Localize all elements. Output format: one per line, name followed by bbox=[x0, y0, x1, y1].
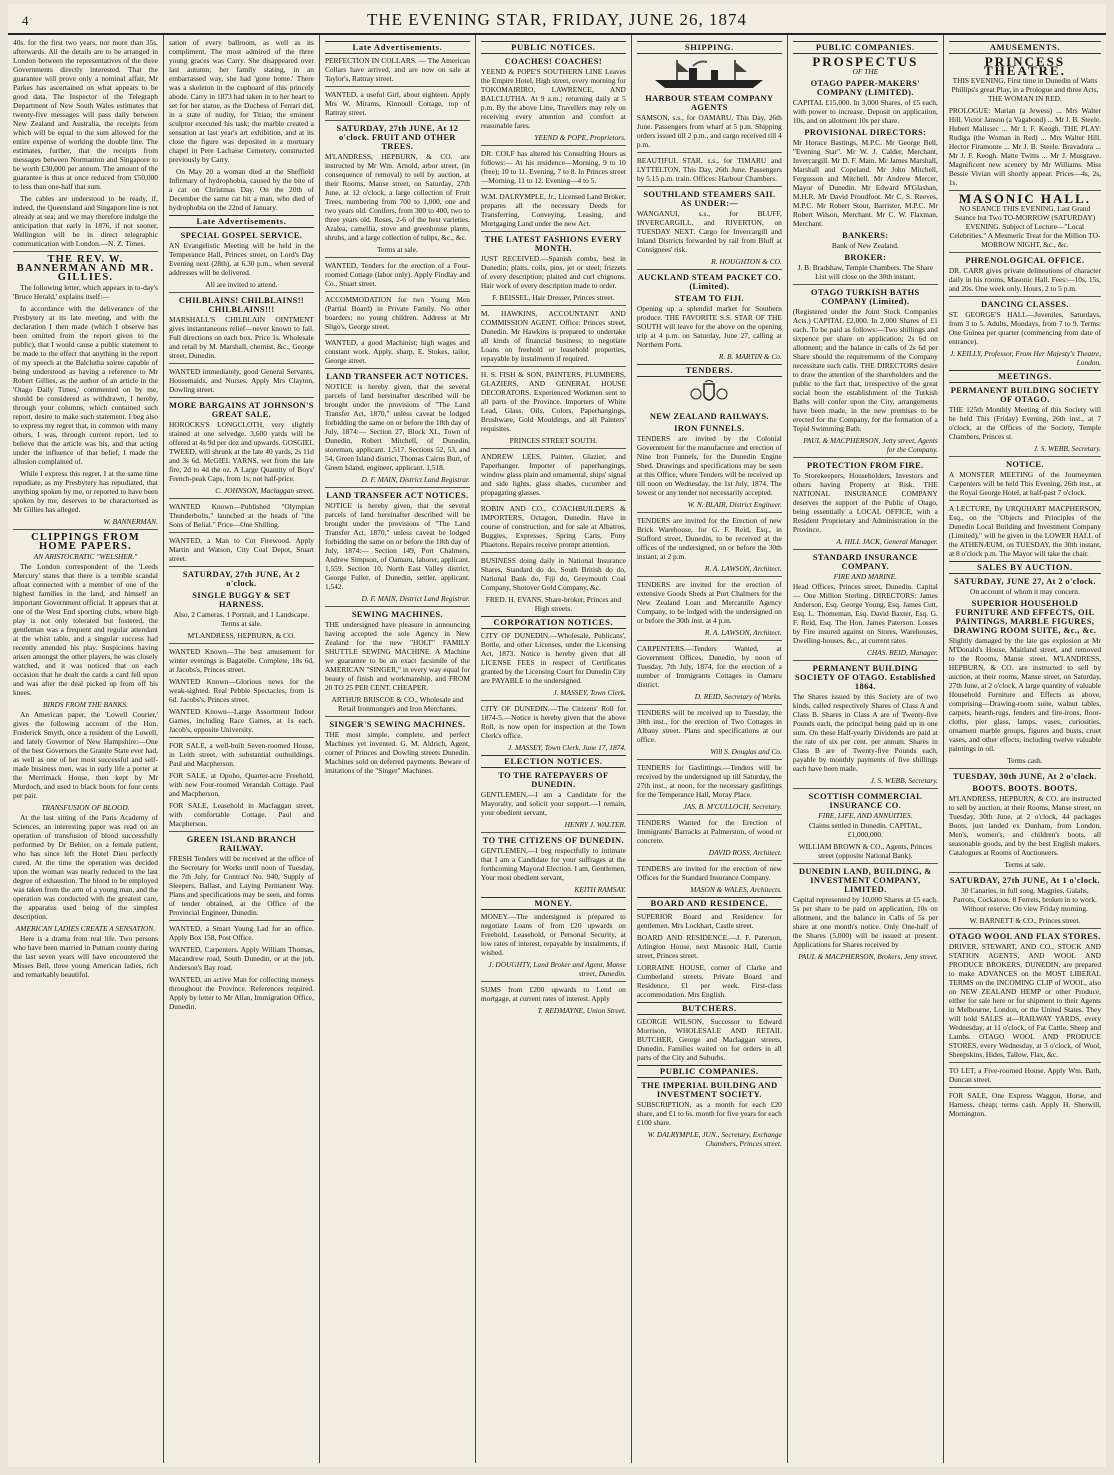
section-heading: MONEY. bbox=[481, 897, 626, 910]
ad-text: TENDERS for Gasfittings.—Tenders will be received by the undersigned up till Saturday, the 27th inst., at noon, for the necessary gasfittings for the Temperance Hall, Moray Place. bbox=[636, 763, 782, 799]
ad-text: THE 125th Monthly Meeting of this Society will be held This (Friday) Evening, 26th inst., at 7 o'clock, at the Offices of the Society, Temple Chambers, Princes st. bbox=[948, 405, 1102, 441]
divider bbox=[637, 759, 782, 760]
ad-text: M'LANDRESS, HEPBURN, & CO. are instructed to sell by auction, at their Rooms, Manse street, on Tuesday, 30th June, at 2 o'clock, 44 packages Boots, just landed ex Dunham, from London, Men's, women's, and children's boots, all seasonable goods, and by the best English makers. Catalogues at Rooms of Auctioneers. bbox=[948, 794, 1102, 857]
ad-heading: SATURDAY, 27th JUNE, At 12 o'clock. FRUIT AND OTHER TREES. bbox=[336, 124, 459, 151]
article-text: 40s. for the first two years, nor more than 35s. afterwards. All the details are to be arranged in London between the representatives of the three Governments directly interested. That the guarantee will prove only a nominal affair, Mr Parkes has ascertained on what appears to be good data. The Inspector of the Telegraph Department of New South Wales estimates that twenty-five messages will pass daily between New Zealand and Australia, the receipts from which will be equal to the sum allowed for the entire expense of working the double line. The estimates, further, that the receipts from messages between Normanton and Singapore to be worth £30,000 per annum. The amount of the guarantee is thus at once reduced from £50,000 to less than one-half that sum. bbox=[13, 38, 158, 191]
ad-text: THIS EVENING, First time in Dunedin of Watts Phillips's great Play, in a Prologue and three Acts, THE WOMAN IN RED. bbox=[951, 76, 1099, 103]
ad-heading: HARBOUR STEAM COMPANY AGENTS bbox=[645, 94, 774, 112]
ad-text: Claims settled in Dunedin. CAPITAL, £1,000,000. bbox=[808, 821, 922, 839]
ad-text: A MONSTER MEETING of the Journeymen Carpenters will be held This Evening, 26th inst., at the Royal George Hotel, at half-past 7 o'clock. bbox=[948, 470, 1102, 497]
subheading: FIRE, LIFE, AND ANNUITIES. bbox=[818, 811, 913, 820]
ad-text: FOR SALE, Leasehold in Maclaggan street, with comfortable Cottage. Paul and Macpherson. bbox=[168, 801, 314, 828]
ad-text: DRIVER, STEWART, AND CO., STOCK AND STATION AGENTS, AND WOOL AND PRODUCE BROKERS, DUNEDIN, are prepared to make ADVANCES on the MOST LIBERAL TERMS on the INCOMING CLIP of WOOL, also on NEW ZEALAND HEMP or other Produce, either for sale here or for shipment to their Agents in Melbourne, London, or the United States. They will hold SALES at—RAILWAY YARDS, every Wednesday, at 11 o'clock, of Fat Cattle, Sheep and Lambs. OTAGO WOOL AND PRODUCE STORES, every Wednesday, at 3 o'clock, of Wool, Sheepskins, Hides, Tallow, Flax, &c. bbox=[948, 942, 1102, 1059]
signature: F. BEISSEL, Hair Dresser, Princes street. bbox=[492, 293, 615, 302]
divider bbox=[637, 704, 782, 705]
divider bbox=[169, 831, 314, 832]
divider bbox=[481, 500, 626, 501]
ad-heading: IRON FUNNELS. bbox=[674, 424, 745, 433]
ad-heading: TUESDAY, 30th JUNE, At 2 o'clock. bbox=[953, 772, 1097, 781]
divider bbox=[949, 500, 1101, 501]
subheading: TRANSFUSION OF BLOOD. bbox=[41, 803, 130, 812]
ad-text: WANTED, a useful Girl, about eighteen. Apply Mrs W. Mirams, Kinnoull Cottage, top of Rattray street. bbox=[324, 90, 470, 117]
divider bbox=[793, 457, 938, 458]
ad-text: GENTLEMEN,—I am a Candidate for the Mayoralty, and solicit your support.—I remain, your obedient servant, bbox=[480, 790, 626, 817]
divider bbox=[949, 928, 1101, 929]
signature: J. KEILLY, Professor, From Her Majesty's Theatre, London. bbox=[950, 349, 1102, 367]
ad-text: PERFECTION IN COLLARS. — The American Collars have arrived, and are now on sale at Taylor's, Rattray street. bbox=[324, 56, 470, 83]
ad-heading: OTAGO PAPER-MAKERS' COMPANY (LIMITED). bbox=[810, 79, 921, 97]
steamship-icon bbox=[637, 57, 782, 91]
ad-text: WANTED, Carpenters. Apply William Thomas, Macandrew road, South Dunedin, or at the job, Anderson's Bay road. bbox=[168, 945, 314, 972]
signature: J. S. WEBB, Secretary. bbox=[870, 776, 938, 785]
divider bbox=[481, 366, 626, 367]
column-6 bbox=[788, 35, 944, 1463]
signature: PAUL & MACPHERSON, Jetty street, Agents for the Company. bbox=[803, 436, 938, 454]
divider bbox=[793, 863, 938, 864]
signature: JAS. B. M'CULLOCH, Secretary. bbox=[683, 802, 782, 811]
masthead bbox=[8, 4, 1106, 35]
ad-heading: PROTECTION FROM FIRE. bbox=[807, 461, 924, 470]
divider bbox=[949, 252, 1101, 253]
ad-text: CARPENTERS.—Tenders Wanted, at Government Offices, Dunedin, by noon of Tuesday, 7th July, 1874, for the erection of a number of Immigrants Cottages in Oamaru district. bbox=[636, 644, 782, 689]
divider bbox=[949, 1062, 1101, 1063]
section-heading: Late Advertisements. bbox=[169, 215, 314, 228]
divider bbox=[481, 832, 626, 833]
ad-text: WANTED, a Man to Cut Firewood. Apply Martin and Watson, City Coal Depot, Stuart street. bbox=[168, 536, 314, 563]
signature: W. DALRYMPLE, JUN., Secretary, Exchange Chambers, Princes street. bbox=[647, 1130, 782, 1148]
section-heading: PUBLIC NOTICES. bbox=[481, 41, 626, 54]
ad-heading: TO THE CITIZENS OF DUNEDIN. bbox=[482, 836, 624, 845]
divider bbox=[169, 397, 314, 398]
ad-text: WANTED, a Smart Young Lad for an office. Apply Box 158, Post Office. bbox=[168, 924, 314, 942]
ad-heading: BANKERS: bbox=[842, 231, 889, 240]
ad-heading: NOTICE. bbox=[1005, 460, 1044, 469]
ad-heading: STEAM TO FIJI. bbox=[674, 294, 744, 303]
signature: J. DOUGHTY, Land Broker and Agent, Manse street, Dunedin. bbox=[488, 960, 626, 978]
ad-text: W.M. DALRYMPLE, Jr., Licensed Land Broker, prepares all the necessary Deeds for Transferring, Conveying, Leasing, and Mortgaging Land under the new Act. bbox=[480, 192, 626, 228]
divider bbox=[637, 576, 782, 577]
ad-text: CAPITAL £15,000. In 3,000 Shares, of £5 each, with power to increase. Deposit on application, 10s, and on allotment 10s per share. bbox=[792, 98, 938, 125]
divider bbox=[169, 920, 314, 921]
signature: CHAS. REID, Manager. bbox=[866, 648, 938, 657]
section-heading: SHIPPING. bbox=[637, 41, 782, 54]
divider bbox=[949, 296, 1101, 297]
signature: J. MASSEY, Town Clerk. June 17, 1874. bbox=[507, 743, 626, 752]
ad-heading: DANCING CLASSES. bbox=[981, 300, 1069, 309]
divider bbox=[169, 498, 314, 499]
article-text: The following letter, which appears in to-day's 'Bruce Herald,' explains itself:— bbox=[13, 283, 158, 301]
subheading: BIRDS FROM THE BANKS. bbox=[42, 700, 128, 709]
section-heading: MEETINGS. bbox=[949, 370, 1101, 383]
article-heading: THE REV. W. BANNERMAN AND MR. GILLIES. bbox=[16, 254, 155, 283]
column-3 bbox=[320, 35, 476, 1463]
ad-text: DR. COLF has altered his Consulting Hours as follows:— At his residence—Morning, 9 to 10 (free); 10 to 11. Evening, 7 to 8. In Princes street—Morning, 11 to 12. Evening—4 to 5. bbox=[480, 149, 626, 185]
ad-text: WANTED, Tenders for the erection of a Four-roomed Cottage (labor only). Apply Findlay and Co., Stuart street. bbox=[324, 261, 470, 288]
divider bbox=[949, 872, 1101, 873]
newspaper-page bbox=[8, 4, 1106, 1467]
divider bbox=[325, 334, 470, 335]
ad-text: Mr Horace Bastings, M.P.C. Mr George Bell, "Evening Star". Mr W. J. Calder, Merchant, Invercargill. Mr D. F. Main. Mr James Marshall, Marshall and Copeland. Mr John Mitchell, Fergusson and Mitchell. Mr Andrew Mercer, Mayor of Dunedin. Mr Edward M'Glashan, M.H.R. Mr David Proudfoot. Mr C. S. Reeves, M.P.C. Mr Robert Stout, Barrister, M.P.C. Mr Robert Wilson, Merchant. Mr C. W. Flaxman, Merchant. bbox=[792, 138, 938, 228]
ad-text: 30 Canaries, in full song. Magpies, Galahs, Parrots, Cockatoos. 8 Ferrets, broken in to work. Without reserve. On view Friday morning. bbox=[952, 886, 1097, 913]
ad-text: NO SEANCE THIS EVENING. Last Grand Seance but Two TO-MORROW (SATURDAY) EVENING. Subject of Lecture—"Local Celebrities." A Mesmeric Treat for the Million TO-MORROW NIGHT, &c., &c. bbox=[949, 204, 1101, 249]
page-number: 4 bbox=[22, 13, 29, 28]
signature: C. JOHNSON, Maclaggan street. bbox=[215, 486, 314, 495]
ad-heading: SINGER'S SEWING MACHINES. bbox=[329, 720, 466, 729]
ad-heading: PHRENOLOGICAL OFFICE. bbox=[965, 256, 1085, 265]
ad-text: SUMS from £200 upwards to Lend on mortgage, at current rates of interest. Apply bbox=[480, 985, 626, 1003]
ad-text: GEORGE WILSON, Successor to Edward Morrison, WHOLESALE AND RETAIL BUTCHER, George and Maclaggan streets, Dunedin. Families waited on for orders in all parts of the City and Suburbs. bbox=[636, 1017, 782, 1062]
ad-heading: TO THE RATEPAYERS OF DUNEDIN. bbox=[498, 771, 609, 789]
ad-text: FRESH Tenders will be received at the office of the Secretary for Works until noon of Tuesday, the 7th July, for Contract No. 940, Supply of Sleepers, Ballast, and Laying Permanent Way. Plans and specifications may be seen, and forms of tender obtained, at the Office of the Provincial Engineer, Dunedin. bbox=[168, 854, 314, 917]
ad-text: H. S. FISH & SON, PAINTERS, PLUMBERS, GLAZIERS, AND GENERAL HOUSE DECORATORS. Experienced Workmen sent to all parts of the Province. Importers of White Lead, Glass, Oils, Colors, Paperhangings, Brushware, Gold Mouldings, and all Painters' requisites. bbox=[480, 370, 626, 433]
ad-text: Terms cash. bbox=[1007, 756, 1043, 765]
ad-text: TENDERS Wanted for the Erection of Immigrants' Barracks at Palmerston, of wood or concrete. bbox=[636, 818, 782, 845]
ad-text: The Shares issued by this Society are of two kinds, called respectively Shares of Class A and Class B. Shares in Class A are of Twenty-five Pounds each, the principal being paid up in one sum. On these Half-yearly Dividends are paid at the rate of six per cent. per annum. Shares in Class B are of Twenty-five Pounds each, payable by monthly payments of five shillings each have been made. bbox=[792, 692, 938, 773]
divider bbox=[637, 186, 782, 187]
divider bbox=[169, 292, 314, 293]
signature: R. HOUGHTON & CO. bbox=[711, 257, 782, 266]
divider bbox=[169, 737, 314, 738]
divider bbox=[949, 456, 1101, 457]
ad-heading: NEW ZEALAND RAILWAYS. bbox=[649, 412, 769, 421]
ad-heading: PERMANENT BUILDING SOCIETY OF OTAGO. bbox=[950, 386, 1100, 404]
ad-text: NOTICE is hereby given, that the several parcels of land hereinafter described will be brought under the provisions of "The Land Transfer Act, 1870," unless caveat be lodged forbidding the same on or before the 18th day of July, 1874:— Section 27, Block XL, Town of Dunedin, Robert Mitchell, of Dunedin, storeman, applicant. 1,517. Sections 52, 53, and 54, Green Island district, Thomas Cairns Burt, of Green Island, engineer, applicant. 1,518. bbox=[324, 382, 470, 472]
ad-text: WANTED, a good Machinist; high wages and constant work. Apply, sharp, E. Stokes, tailor, George street. bbox=[324, 338, 470, 365]
signature: M'LANDRESS, HEPBURN, & CO. bbox=[187, 631, 296, 640]
ad-text: FOR SALE, a well-built Seven-roomed House, in Leith street, with substantial outbuildings. Paul and Macpherson. bbox=[168, 741, 314, 768]
divider bbox=[793, 788, 938, 789]
subheading: AN ARISTOCRATIC "WELSHER." bbox=[33, 552, 138, 561]
signature: W. N. BLAIR, District Engineer. bbox=[687, 500, 782, 509]
signature: W. BARNETT & CO., Princes street. bbox=[969, 916, 1081, 925]
section-heading: Late Advertisements. bbox=[325, 41, 470, 54]
section-heading: PUBLIC COMPANIES. bbox=[793, 41, 938, 54]
ad-text: CITY OF DUNEDIN.—Wholesale, Publicans', Bottle, and other Licenses, under the Licensing Act, 1873. Notice is hereby given that all LICENSE FEES in respect of Certificates granted by the Licensing Court for Dunedin City are PAYABLE to the undersigned. bbox=[480, 631, 626, 685]
ad-text: WANTED Known—Large Assortment Indoor Games, including Race Games, at 1s each. Jacob's, opposite University. bbox=[168, 707, 314, 734]
ad-text: BEAUTIFUL STAR, s.s., for TIMARU and LYTTELTON, This Day, 26th June. Passengers by 5.15 p.m. train. Offices: Harbour Chambers. bbox=[636, 156, 782, 183]
ad-text: TENDERS are invited for the erection of new Offices for the Standard Insurance Company. bbox=[636, 864, 782, 882]
article-text: The London correspondent of the 'Leeds Mercury' states that there is a terrible scandal afloat connected with a member of one of the highest families in the land, and himself an important Government official. It appears that at one of the West End sporting clubs, where high play is not only tolerated but fostered, the gentleman was a frequent and regular attendant at the whist table, and a singular success had recently attended his play. Suspicions having arisen amongst the other players, he was closely watched, and it was noticed that on each occasion that he dealt the cards a card fell upon and was after the deal picked up from off his knees. bbox=[13, 562, 158, 697]
ad-heading: AUCKLAND STEAM PACKET CO. (Limited). bbox=[637, 273, 781, 291]
ad-heading: MORE BARGAINS AT JOHNSON'S GREAT SALE. bbox=[169, 401, 314, 419]
ad-heading: CHILBLAINS! CHILBLAINS!! CHILBLAINS!!! bbox=[178, 296, 305, 314]
ad-text: WANTED Known—Published "Olympian Thunderbolts," launched at the heads of "the Sons of Belial." Price—One Shilling. bbox=[168, 502, 314, 529]
ad-text: Head Offices, Princes street, Dunedin. Capital — One Million Sterling. DIRECTORS: James Anderson, Esq. George Young, Esq. James Cutt, Esq. L. Thomeman, Esq. David Baxter, Esq. G. F. Reid, Esq. The Hon. James Paterson. Losses by Fire insured against on Stores, Warehouses, Dwelling-houses, &c., at current rates. bbox=[792, 582, 938, 645]
ad-text: ANDREW LEES, Painter, Glazier, and Paperhanger. Importer of paperhangings, window glass plain and ornamental, ships' signal and side lights, glass shades, cucumber and propagating glasses. bbox=[480, 452, 626, 497]
signature: A. HILL JACK, General Manager. bbox=[836, 537, 938, 546]
ad-text: TENDERS are invited for the Erection of new Brick Warehouse, for G. F. Reid, Esq., in Stafford street, Dunedin, to be received at the offices of the undersigned, on or before the 30th instant, at 2 p.m. bbox=[636, 516, 782, 561]
ad-text: Bank of New Zealand. bbox=[831, 241, 899, 250]
divider bbox=[637, 152, 782, 153]
ad-text: ACCOMMODATION for two Young Men (Partial Board) in Private Family. No other boarders; no young children. Address at Mr Sligo's, George street. bbox=[324, 295, 470, 331]
ad-text: SUBSCRIPTION, as a month for each £20 share, and £1 to 6s. month for five years for each £100 share. bbox=[636, 1100, 782, 1127]
ad-text: All are invited to attend. bbox=[205, 280, 278, 289]
divider bbox=[481, 700, 626, 701]
divider bbox=[481, 448, 626, 449]
article-heading: CLIPPINGS FROM HOME PAPERS. bbox=[31, 532, 140, 552]
ad-text: THE undersigned have pleasure in announcing having accepted the sole Agency in New Zealand for the new "HOLT" FAMILY SHUTTLE SEWING MACHINE. A Machine we guarantee to be an exact facsimile of the AMERICAN "SINGER," in every way equal for beauty of finish and workmanship, and FROM 20 TO 25 PER CENT. CHEAPER. bbox=[324, 620, 470, 692]
divider bbox=[637, 512, 782, 513]
ad-heading: PERMANENT BUILDING SOCIETY OF OTAGO. Established 1864. bbox=[794, 664, 936, 691]
divider bbox=[325, 291, 470, 292]
ad-text: PROLOGUE: Marian (a Jewess) ... Mrs Walter Hill. Victor Janson (a Vagabond) ... Mr J. B. Steele. Hubert Malissec ... Mr I. F. Keogh. THE PLAY: Rudiga (the Woman in Red) ... Mrs Walter Hill. Hector Firamonte ... Mr J. B. Steele. Bravadura ... Mr J. F. Keogh. Matte Twitts ... Mr J. Musgrave. Magnificent new scenery by Mr Williams. Miss Bessie Vivian will shortly appear. Prices—4s, 2s, 1s. bbox=[948, 106, 1102, 187]
ad-heading: COACHES! COACHES! bbox=[504, 57, 603, 66]
divider bbox=[169, 532, 314, 533]
ad-heading: LAND TRANSFER ACT NOTICES. bbox=[326, 372, 469, 381]
ad-text: Terms at sale. bbox=[1004, 860, 1046, 869]
signature: R. A. LAWSON, Architect. bbox=[704, 628, 782, 637]
article-text: Here is a drama from real life. Two persons who have been married in Putnam county during the last seven years will have encountered the Misses Bell, three young American ladies, rich and remarkably beautiful. bbox=[13, 934, 158, 979]
divider bbox=[481, 145, 626, 146]
ad-heading: LAND TRANSFER ACT NOTICES. bbox=[326, 491, 469, 500]
subheading: AMERICAN LADIES CREATE A SENSATION. bbox=[15, 924, 156, 933]
divider bbox=[325, 368, 470, 369]
divider bbox=[169, 363, 314, 364]
columns bbox=[8, 35, 1106, 1463]
ad-text: ST. GEORGE'S HALL—Juveniles, Saturdays, from 3 to 5. Adults, Mondays, from 7 to 9. Terms: One Guinea per quarter (commencing from date of entrance). bbox=[948, 310, 1102, 346]
column-4 bbox=[476, 35, 632, 1463]
column-1 bbox=[8, 35, 164, 1463]
ad-text: AN Evangelistic Meeting will be held in the Temperance Hall, Princes street, on Lord's Day Evening next (28th), at 6.30 p.m., when several addresses will be delivered. bbox=[168, 241, 314, 277]
ad-text: BOARD AND RESIDENCE.—J. F. Paterson, Arlington House, next Masonic Hall, Curtie street, Princes street. bbox=[636, 933, 782, 960]
signature: PAUL & MACPHERSON, Brokers, Jetty street. bbox=[798, 952, 938, 961]
divider bbox=[13, 251, 158, 252]
signature: MASON & WALES, Architects. bbox=[690, 885, 782, 894]
section-heading: SALES BY AUCTION. bbox=[949, 561, 1101, 574]
article-text: sation of every ballroom, as well as its compliment. The most admired of the three young graces was Carry. She disappeared over last autumn; her family stating, in an embarrassed way, she had 'gone home.' There was a skeleton in the cupboard of this princely abode. Carry in 1873 had taken in to her heart to set for her statue, as the Duchess of Ferrari did, in a state of nudity, for Titian; the eminent sculptor executed his task; the marble created a sensation at last year's art exhibition, and at its close the figure was deposited in a mortuary chapel in Pere Lachaise Cemetery, constructed previously by Carry. bbox=[168, 38, 314, 164]
ad-heading: STANDARD INSURANCE COMPANY. bbox=[812, 553, 918, 571]
section-heading: ELECTION NOTICES. bbox=[481, 755, 626, 768]
ad-text: TENDERS are invited for the erection of extensive Goods Sheds at Port Chalmers for the New Zealand Loan and Mercantile Agency Company, to be lodged with the undersigned on or before the 30th inst. at 4 p.m. bbox=[636, 580, 782, 625]
ad-heading: SOUTHLAND STEAMERS SAIL AS UNDER:— bbox=[643, 190, 776, 208]
ad-text: FOR SALE, One Express Waggon, Horse, and Harness, cheap; terms cash. Apply H. Sherwill, Mornington. bbox=[948, 1091, 1102, 1118]
divider bbox=[481, 188, 626, 189]
ad-text: BUSINESS doing daily in National Insurance Shares, Standard do do, South British do do, National Bank do, Fiji do, Greymouth Coal Company, Shotover Gold Company, &c. bbox=[480, 556, 626, 592]
ad-heading: THE IMPERIAL BUILDING AND INVESTMENT SOCIETY. bbox=[641, 1081, 778, 1099]
ad-heading: BROKER: bbox=[844, 253, 887, 262]
signature: Will S. Douglas and Co. bbox=[710, 747, 782, 756]
ad-heading: OTAGO TURKISH BATHS COMPANY (Limited). bbox=[811, 288, 920, 306]
divider bbox=[637, 269, 782, 270]
divider bbox=[793, 549, 938, 550]
divider bbox=[325, 606, 470, 607]
signature: KEITH RAMSAY. bbox=[574, 885, 626, 894]
ad-heading: THE LATEST FASHIONS EVERY MONTH. bbox=[484, 235, 623, 253]
ad-heading: PRINCESS THEATRE. bbox=[983, 54, 1066, 78]
ad-heading: GREEN ISLAND BRANCH RAILWAY. bbox=[186, 835, 297, 853]
section-heading: CORPORATION NOTICES. bbox=[481, 616, 626, 629]
article-text: On May 20 a woman died at the Sheffield Infirmary of hydrophobia, caused by the bite of a cat on Christmas Day. On the 20th of December the same cat bit a man, who died of hydrophobia on the 22nd of January. bbox=[168, 167, 314, 212]
signature: J. MASSEY, Town Clerk. bbox=[553, 688, 626, 697]
signature: J. S. WEBB, Secretary. bbox=[1033, 444, 1102, 453]
divider bbox=[169, 566, 314, 567]
signature: D. REID, Secretary of Works. bbox=[694, 692, 782, 701]
ad-text: M'LANDRESS, HEPBURN, & CO. are instructed by Mr Wm. Arnold, arbor street, (in consequence of removal) to sell by auction, at their Rooms, Manse street, on Saturday, 27th June, at 12 o'clock, a large collection of Fruit Trees, numbering from 700 to 1,000, one and two years old. Conifers, from 300 to 400, two to three years old. Roses, 2-6 of the best varieties. Azalea, camellia, stove and greenhouse plants, shrubs, and a large collection of tulips, &c., &c. bbox=[324, 152, 470, 242]
ad-heading: MASONIC HALL. bbox=[958, 191, 1092, 206]
section-heading: BUTCHERS. bbox=[637, 1002, 782, 1015]
ad-text: FOR SALE, at Opoho, Quarter-acre Freehold, with new Four-roomed Verandah Cottage. Paul and Macpherson. bbox=[168, 771, 314, 798]
column-7 bbox=[944, 35, 1106, 1463]
signature: HENRY J. WALTER. bbox=[564, 820, 626, 829]
ad-heading: SCOTTISH COMMERCIAL INSURANCE CO. bbox=[808, 792, 923, 810]
section-heading: AMUSEMENTS. bbox=[949, 41, 1101, 54]
ad-text: NOTICE is hereby given, that the several parcels of land hereinafter described will be brought under the provisions of "The Land Transfer Act, 1870," unless caveat be lodged forbidding the same on or before the 18th day of July, 1874:— Section 149, Port Chalmers, Andrew Simpson, of Oamaru, laborer, applicant. 1,559. Section 10, North East Valley district, George Fuller, of Dunedin, settler, applicant. 1,542. bbox=[324, 501, 470, 591]
ad-heading: DUNEDIN LAND, BUILDING, & INVESTMENT COMPANY, LIMITED. bbox=[799, 867, 932, 894]
ad-text: TENDERS are invited by the Colonial Government for the manufacture and erection of Nine Iron Funnels, for the Dunedin Engine Shed. Drawings and specifications may be seen at this Office, where Tenders will be received up till noon on Wednesday, the 1st July, 1874. The lowest or any tender not necessarily accepted. bbox=[636, 434, 782, 497]
ad-text: SAMSON, s.s., for OAMARU, This Day, 26th June. Passengers from wharf at 5 p.m. Shipping orders issued till 2 p.m., and cargo received till 4 p.m. bbox=[636, 113, 782, 149]
ad-heading: SUPERIOR HOUSEHOLD FURNITURE AND EFFECTS, OIL PAINTINGS, MARBLE FIGURES, DRAWING ROOM SUITE, &c., &c. bbox=[953, 599, 1097, 635]
subheading: OF THE bbox=[852, 67, 879, 76]
ad-heading: SINGLE BUGGY & SET HARNESS. bbox=[192, 591, 291, 609]
signature: D. F. MAIN, District Land Registrar. bbox=[361, 594, 470, 603]
ad-text: HOROCKS'S LONGCLOTH, very slightly stained at one selvedge. 3,600 yards will be offered at 4s 9d per doz and upwards. GOSGIEL TWEED, will shrunk at the late 40 yards, 2s 11d and 3s 6d. McGIEL YARNS, wet from the late fire, 2d to 4d the oz. A Large Quantity of Boys' French-peak Caps, from 1s; not half-price. bbox=[168, 420, 314, 483]
section-heading: TENDERS. bbox=[637, 364, 782, 377]
ad-text: GENTLEMEN,—I beg respectfully to intimate that I am a Candidate for your suffrages at the forthcoming Mayoral Election. I am, Gentlemen, Your most obedient servant, bbox=[480, 846, 626, 882]
divider bbox=[325, 120, 470, 121]
divider bbox=[325, 257, 470, 258]
ad-text: LORRAINE HOUSE, corner of Clarke and Cumberland streets. Private Board and Residence, £1 per week. First-class accommodation. Mrs English. bbox=[636, 963, 782, 999]
signature: ARTHUR BRISCOE & CO., Wholesale and Retail Ironmongers and Iron Merchants. bbox=[331, 695, 464, 713]
ad-text: WANTED Known—Glorious news for the weak-sighted. Real Pebble Spectacles, from 1s 6d. Jacobs's, Princes street. bbox=[168, 677, 314, 704]
column-5 bbox=[632, 35, 788, 1463]
ad-heading: BOOTS. BOOTS. BOOTS. bbox=[972, 784, 1078, 793]
ad-text: WANGANUI, s.s., for BLUFF, INVERCARGILL, and RIVERTON, on TUESDAY NEXT. Cargo for Invercargill and Inland Districts forwarded by rail from Bluff at Consignees' risk. bbox=[636, 209, 782, 254]
coat-of-arms-icon bbox=[637, 379, 782, 409]
article-text: While I express this regret, I at the same time repudiate, as my Presbytery has repudiated, that anything spoken by me, or reported to have been spoken by me, deserves to be characterised as Mr Gillies has alleged. bbox=[13, 469, 158, 514]
ad-heading: SATURDAY, JUNE 27, At 2 o'clock. bbox=[953, 577, 1096, 586]
article-text: An American paper, the 'Lowell Courier,' gives the following account of the Hon. Frederick Smyth, once a resident of the Lowell, and lately Governor of New Hampshire:—One of the best Governors the Granite State ever had, as well as one of her most successful and self-made business men, was in early life a porter at the Merrimack House, then kept by Mr Murdoch, and used to black boots for four cents per pair. bbox=[13, 710, 158, 800]
divider bbox=[325, 716, 470, 717]
signature: FRED. H. EVANS, Share-broker, Princes and High streets. bbox=[485, 595, 622, 613]
ad-text: MONEY.—The undersigned is prepared to negotiate Loans of from £20 upwards on Freehold, Leasehold, or Personal Security, at low rates of interest, repayable by instalments, if wished. bbox=[480, 912, 626, 957]
ad-text: To Storekeepers, Householders, Investors and others having Property at Risk. THE NATIONAL INSURANCE COMPANY deserves the support of the Public of Otago, being essentially a LOCAL OFFICE, with a Resident Proprietary and Administration in the Province. bbox=[792, 471, 938, 534]
ad-heading: SPECIAL GOSPEL SERVICE. bbox=[180, 231, 303, 240]
divider bbox=[169, 643, 314, 644]
ad-heading: PROSPECTUS bbox=[812, 54, 919, 69]
section-heading: PUBLIC COMPANIES. bbox=[637, 1065, 782, 1078]
ad-text: THE most simple, complete, and perfect Machines yet invented. G. M. Aldrich, Agent, corner of Princes and Dowling streets Dunedin. Machines sold on deferred payments. Beware of imitations of the "Singer" Machines. bbox=[324, 730, 470, 775]
ad-text: Also, 2 Cameras. 1 Portrait, and 1 Landscape. Terms at sale. bbox=[173, 610, 310, 628]
divider bbox=[325, 487, 470, 488]
signature: R. B. MARTIN & Co. bbox=[718, 352, 782, 361]
ad-text: ROBIN AND CO., COACHBUILDERS & IMPORTERS, Octagon, Dunedin. Have in course of construction, and for sale at Albatros, Buggies, Expresses, Spring Carts, Pony Phaetons. Repairs receive prompt attention. bbox=[480, 504, 626, 549]
divider bbox=[949, 1087, 1101, 1088]
divider bbox=[481, 305, 626, 306]
article-text: The cables are understood to be ready, if, indeed, the Queensland and Singapore line is not already at sea; and we may therefore indulge the anticipation that early in 1876, if not sooner, Wellington will be in direct telegraphic communication with London.—N. Z. Times. bbox=[13, 194, 158, 248]
divider bbox=[949, 768, 1101, 769]
ad-text: WANTED, an active Man for collecting moneys throughout the Province. References required. Apply by letter to Mr Allan, Immigration Office, Dunedin. bbox=[168, 975, 314, 1011]
ad-text: Terms at sale. bbox=[377, 245, 418, 254]
ad-text: DR. CARR gives private delineations of character daily in his rooms, Masonic Hall. Fees:—10s, 15s, and 20s. One week only. Hours, 2 to 5 p.m. bbox=[948, 266, 1102, 293]
ad-text: M. HAWKINS, ACCOUNTANT AND COMMISSION AGENT. Office: Princes street, Dunedin. Mr Hawkins is prepared to undertake all kinds of financial business; to negotiate Loans on freehold or leasehold properties, repayable by instalments if required. bbox=[480, 309, 626, 363]
ad-text: (Registered under the Joint Stock Companies Acts.) CAPITAL £2,000. In 2,000 Shares of £1 each. To be paid as follows:—Two shillings and sixpence per share on application; 2s 6d on allotment; and the balance in calls of 2s 6d per Share should the requirements of the Company necessitate such calls. THE DIRECTORS desire to draw the attention of the shareholders and the public to the fact that, irrespective of the great social boon the establishment of the Turkish Baths will confer upon the City, arrangements have been made, in the new premises to be erected for the Company, for the formation of a Tepid Swimming Bath. bbox=[792, 307, 938, 433]
subheading: FIRE AND MARINE. bbox=[833, 572, 897, 581]
divider bbox=[13, 529, 158, 530]
ad-heading: SATURDAY, 27th JUNE, At 1 o'clock. bbox=[949, 876, 1100, 885]
divider bbox=[637, 640, 782, 641]
ad-heading: SATURDAY, 27th JUNE, At 2 o'clock. bbox=[182, 570, 301, 588]
ad-text: Opening up a splendid market for Southern produce. THE FAVORITE S.S. STAR OF THE SOUTH will leave for the above on the opening trip at 4 p.m. on Saturday, June 27, calling at Northern Ports. bbox=[636, 304, 782, 349]
article-text: In accordance with the deliverance of the Presbytery at its late meeting, and with the declaration I then made (which I observe has been omitted from the report given to the public), that I would cause a public statement to be made to the effect that anything in the report of my speech at the Balclutha soiree capable of being understood as having a reference to Mr Robert Gillies, as the author of an article in the 'Otago Daily Times,' commented on by me, should be considered as withdrawn, I hereby, through your columns, which contained such report, desire to make such statement. I beg also to express my regret that, in common with many others, I was, through current report, led to believe that the article was his, and that acting under the influence of that belief, I made the allusion complained of. bbox=[13, 304, 158, 466]
ad-text: Slightly damaged by the late gas explosion at Mr M'Donald's House, Maitland street, and removed to the Rooms, Manse street. M'LANDRESS, HEPBURN, & CO. are instructed to sell by auction, at their rooms, Manse street, on Saturday, 27th June, at 2 o'clock, A large quantity of valuable Household Furniture and Effects as above, comprising—Drawing-room suite, walnut tables, carpets, hearth-rugs, fenders and fire-irons, floor-cloths, pier glass, lamps, vases, curiosities, ornament marble groups, figures and busts, cruet vases, and other effects, including twelve valuable paintings in oil. bbox=[948, 636, 1102, 753]
divider bbox=[481, 231, 626, 232]
divider bbox=[481, 552, 626, 553]
ad-heading: PROVISIONAL DIRECTORS: bbox=[804, 128, 927, 137]
signature: PRINCES STREET SOUTH. bbox=[509, 436, 598, 445]
ad-text: A LECTURE, By URQUHART MACPHERSON, Esq., on the "Objects and Principles of the Dunedin Local Building and Investment Company (Limited)," will be given in the LOWER HALL of the ATHENÆUM, on TUESDAY, the 30th instant, at 8 o'clock p.m. The Mayor will take the chair. bbox=[948, 504, 1102, 558]
ad-text: SUPERIOR Board and Residence for gentlemen. Mrs Lockhart, Castle street. bbox=[636, 912, 782, 930]
divider bbox=[637, 860, 782, 861]
signature: T. REDMAYNE, Union Street. bbox=[537, 1006, 626, 1015]
column-2 bbox=[164, 35, 320, 1463]
signature: YEEND & POPE, Proprietors. bbox=[534, 133, 626, 142]
ad-text: WANTED Known—The best amusement for winter evenings is Bagatelle. Complete, 18s 6d, at Jacobs's, Princes street. bbox=[168, 647, 314, 674]
signature: R. A. LAWSON, Architect. bbox=[704, 564, 782, 573]
ad-text: CITY OF DUNEDIN.—The Citizens' Roll for 1874-5.—Notice is hereby given that the above Roll, is now open for inspection at the Town Clerk's office. bbox=[480, 704, 626, 740]
ad-heading: SEWING MACHINES. bbox=[351, 610, 443, 619]
ad-heading: OTAGO WOOL AND FLAX STORES. bbox=[949, 932, 1101, 941]
newspaper-title: THE EVENING STAR, FRIDAY, JUNE 26, 1874 bbox=[366, 10, 747, 29]
ad-text: TO LET, a Five-roomed House. Apply Wm. Bath, Duncan street. bbox=[948, 1066, 1102, 1084]
divider bbox=[637, 814, 782, 815]
article-text: At the last sitting of the Paris Academy of Sciences, an interesting paper was read on an operation of transfusion of blood successfully performed by Dr Behier, on a female patient, who has since left the Hotel Dieu perfectly cured. At the time the operation was decided upon the woman was nearly reduced to the last degree of exhaustion. The blood to be employed was taken from the arm of a young man, and the operation was conducted with the greatest care, the apparatus used being of the simplest description. bbox=[13, 813, 158, 921]
ad-text: Capital represented by 10,000 Shares at £5 each. 5s per share to be paid on application, 10s on allotment, and the balance in Calls of 5s per share at one month's notice. Only One-half of the Shares (5,000) will be issued at present. Applications for Shares received by bbox=[792, 895, 938, 949]
ad-text: MARSHALL'S CHILBLAIN OINTMENT gives instantaneous relief—never known to fail. Full directions on each box. Price 1s. Wholesale and retail by M. Marshall, chemist, &c., George street, Dunedin. bbox=[168, 315, 314, 360]
signature: D. F. MAIN, District Land Registrar. bbox=[361, 475, 470, 484]
divider bbox=[793, 284, 938, 285]
ad-text: JUST RECEIVED.—Spanish combs, best in Dunedin; plaits, coils, pins, jet or steel; frizzets of every description; plaited and curl chignons. Hair work of every description made to order. bbox=[480, 254, 626, 290]
divider bbox=[793, 660, 938, 661]
signature: W. BANNERMAN. bbox=[103, 517, 158, 526]
divider bbox=[481, 981, 626, 982]
ad-text: WANTED immediately, good General Servants, Housemaids, and Nurses. Apply Mrs Clayton, Dowling street. bbox=[168, 367, 314, 394]
ad-text: On account of whom it may concern. bbox=[970, 587, 1080, 596]
signature: DAVID ROSS, Architect. bbox=[708, 848, 782, 857]
ad-text: J. B. Bradshaw, Temple Chambers. The Share List will close on the 30th instant. bbox=[797, 263, 934, 281]
ad-text: YEEND & POPE'S SOUTHERN LINE Leaves the Empire Hotel, High street, every morning for TOKOMAIRIRO, LAWRENCE, AND BALCLUTHA. At 9 a.m.; returning daily at 5 p.m. By the above Line, Travellers may rely on receiving every attention and comfort at reasonable fares. bbox=[480, 67, 626, 130]
divider bbox=[325, 86, 470, 87]
ad-text: TENDERS will be received up to Tuesday, the 30th inst., for the erection of Two Cottages in Albany street. Plans and specifications at our office. bbox=[636, 708, 782, 744]
signature: WILLIAM BROWN & CO., Agents, Princes street (opposite National Bank). bbox=[798, 842, 933, 860]
section-heading: BOARD AND RESIDENCE. bbox=[637, 897, 782, 910]
